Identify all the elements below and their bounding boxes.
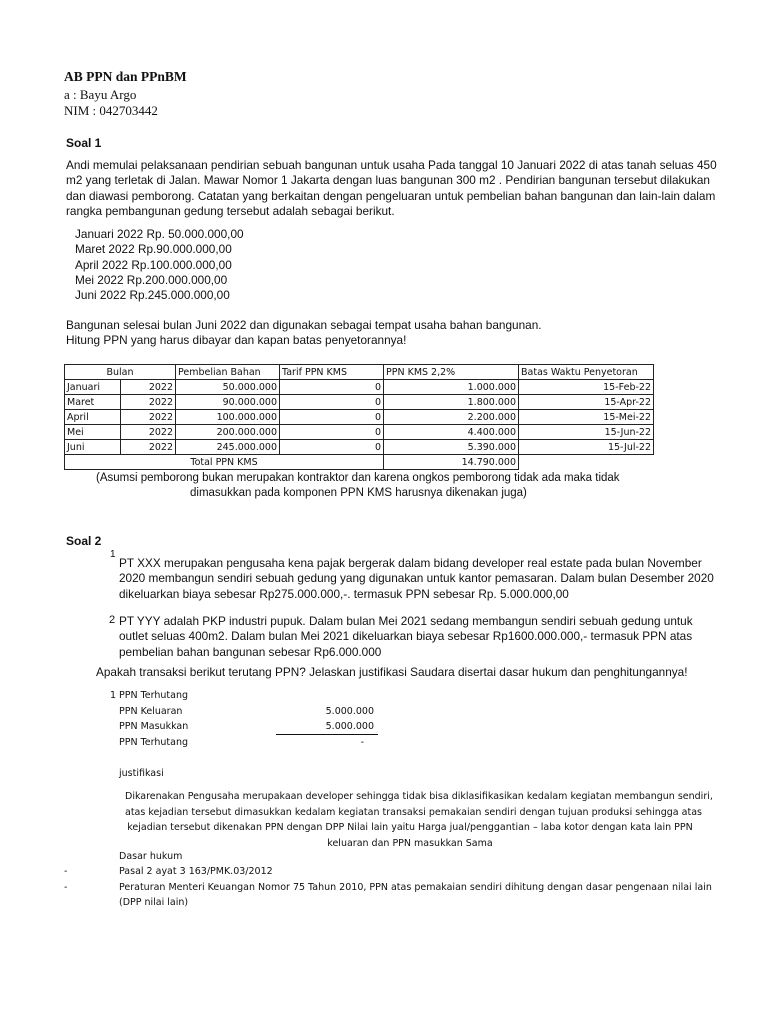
soal2-item1 xyxy=(119,556,714,602)
justification-label: justifikasi xyxy=(119,768,164,779)
cell-rate: 0 xyxy=(280,440,384,455)
cell-rate: 0 xyxy=(280,425,384,440)
justification-line: kejadian tersebut dikenakan PPN dengan DPP Nilai lain yaitu Harga jual/penggantian – laba kotor dengan kata lain PPN xyxy=(127,822,693,833)
cell-year: 2022 xyxy=(120,425,176,440)
cell-month: Juni xyxy=(65,440,121,455)
ppn-masukkan-value: 5.000.000 xyxy=(325,721,374,732)
soal1-note xyxy=(96,471,620,501)
student-nim: NIM : 042703442 xyxy=(64,103,158,118)
cell-ppn: 1.000.000 xyxy=(384,380,519,395)
question-line: Bangunan selesai bulan Juni 2022 dan digunakan sebagai tempat usaha bahan bangunan. xyxy=(66,318,542,332)
cell-purchase: 90.000.000 xyxy=(176,395,280,410)
paragraph-line: dan diawasi pemborong. Catatan yang berkaitan dengan pengeluaran untuk pembelian bahan bangunan dan lain-lain dalam xyxy=(66,188,716,203)
ppn-keluaran-value: 5.000.000 xyxy=(325,706,374,717)
item1-number: 1 xyxy=(110,549,116,560)
cell-purchase: 200.000.000 xyxy=(176,425,280,440)
student-name: a : Bayu Argo xyxy=(64,87,137,102)
question-line: Hitung PPN yang harus dibayar dan kapan batas penyetorannya! xyxy=(66,333,407,348)
purchase-item: Januari 2022 Rp. 50.000.000,00 xyxy=(75,227,244,241)
legal-bullet: - xyxy=(64,866,68,877)
empty-cell xyxy=(519,455,654,470)
cell-purchase: 50.000.000 xyxy=(176,380,280,395)
paragraph-line: rangka pembangunan gedung tersebut adalah sebagai berikut. xyxy=(66,203,395,218)
legal-item: Peraturan Menteri Keuangan Nomor 75 Tahun 2010, PPN atas pemakaian sendiri dihitung dengan dasar pengenaan nilai lain xyxy=(119,882,712,893)
document-title: AB PPN dan PPnBM xyxy=(64,69,187,84)
purchase-item: Maret 2022 Rp.90.000.000,00 xyxy=(75,242,232,257)
sum-divider xyxy=(276,734,378,735)
cell-ppn: 4.400.000 xyxy=(384,425,519,440)
legal-item-continuation: (DPP nilai lain) xyxy=(119,897,189,908)
soal1-paragraph xyxy=(66,158,717,219)
item-line: dikeluarkan biaya sebesar Rp275.000.000,-. termasuk PPN sebesar Rp. 5.000.000,00 xyxy=(119,586,569,601)
table-row xyxy=(65,395,654,410)
cell-year: 2022 xyxy=(120,395,176,410)
item-line: outlet seluas 400m2. Dalam bulan Mei 2021 dikeluarkan biaya sebesar Rp1600.000.000,- termasuk PPN atas xyxy=(119,629,693,644)
cell-year: 2022 xyxy=(120,410,176,425)
paragraph-line: m2 yang terletak di Jalan. Mawar Nomor 1 Jakarta dengan luas bangunan 300 m2 . Pendirian bangunan tersebut dilakukan xyxy=(66,173,710,188)
cell-deadline: 15-Jul-22 xyxy=(519,440,654,455)
legal-bullet: - xyxy=(64,882,68,893)
item-line: PT YYY adalah PKP industri pupuk. Dalam bulan Mei 2021 sedang membangun sendiri sebuah gedung untuk xyxy=(119,614,693,628)
legal-basis-label: Dasar hukum xyxy=(119,851,183,862)
soal2-heading: Soal 2 xyxy=(66,534,102,548)
header-batas-waktu: Batas Waktu Penyetoran xyxy=(519,365,654,380)
purchase-item: Mei 2022 Rp.200.000.000,00 xyxy=(75,272,228,287)
cell-ppn: 2.200.000 xyxy=(384,410,519,425)
header-pembelian: Pembelian Bahan xyxy=(176,365,280,380)
soal2-question: Apakah transaksi berikut terutang PPN? Jelaskan justifikasi Saudara disertai dasar hukum dan penghitungannya! xyxy=(96,665,688,679)
soal2-item2 xyxy=(119,614,693,660)
soal1-heading: Soal 1 xyxy=(66,136,102,150)
item-line: PT XXX merupakan pengusaha kena pajak bergerak dalam bidang developer real estate pada bulan November xyxy=(119,556,702,570)
cell-purchase: 100.000.000 xyxy=(176,410,280,425)
total-value: 14.790.000 xyxy=(384,455,519,470)
soal1-question xyxy=(66,318,542,349)
cell-deadline: 15-Jun-22 xyxy=(519,425,654,440)
justification-line: Dikarenakan Pengusaha merupakaan developer sehingga tidak bisa diklasifikasikan kedalam kegiatan membangun sendiri, xyxy=(125,791,713,802)
cell-month: Maret xyxy=(65,395,121,410)
cell-year: 2022 xyxy=(120,380,176,395)
justification-text xyxy=(125,789,713,851)
header-bulan: Bulan xyxy=(65,365,176,380)
cell-deadline: 15-Feb-22 xyxy=(519,380,654,395)
answer-title: PPN Terhutang xyxy=(119,690,188,701)
total-label: Total PPN KMS xyxy=(65,455,384,470)
table-header-row xyxy=(65,365,654,380)
purchase-list xyxy=(75,227,244,303)
ppn-terhutang-label: PPN Terhutang xyxy=(119,737,188,748)
table-total-row xyxy=(65,455,654,470)
justification-line: keluaran dan PPN masukkan Sama xyxy=(327,837,493,849)
paragraph-line: Andi memulai pelaksanaan pendirian sebuah bangunan untuk usaha Pada tanggal 10 Januari 2022 di atas tanah seluas 450 xyxy=(66,158,717,172)
table-row xyxy=(65,410,654,425)
legal-item: Pasal 2 ayat 3 163/PMK.03/2012 xyxy=(119,866,273,877)
ppn-kms-table xyxy=(64,364,654,470)
ppn-keluaran-label: PPN Keluaran xyxy=(119,706,183,717)
cell-purchase: 245.000.000 xyxy=(176,440,280,455)
cell-month: Januari xyxy=(65,380,121,395)
header-tarif: Tarif PPN KMS xyxy=(280,365,384,380)
answer-number: 1 xyxy=(110,690,117,701)
purchase-item: Juni 2022 Rp.245.000.000,00 xyxy=(75,288,230,303)
table-row xyxy=(65,425,654,440)
cell-year: 2022 xyxy=(120,440,176,455)
header-ppn-kms: PPN KMS 2,2% xyxy=(384,365,519,380)
purchase-item: April 2022 Rp.100.000.000,00 xyxy=(75,257,232,272)
cell-ppn: 1.800.000 xyxy=(384,395,519,410)
cell-month: April xyxy=(65,410,121,425)
item-line: pembelian bahan bangunan sebesar Rp6.000.000 xyxy=(119,644,382,659)
item2-number: 2 xyxy=(109,614,116,626)
ppn-terhutang-value: - xyxy=(360,737,364,748)
cell-deadline: 15-Mei-22 xyxy=(519,410,654,425)
cell-deadline: 15-Apr-22 xyxy=(519,395,654,410)
note-line: (Asumsi pemborong bukan merupakan kontraktor dan karena ongkos pemborong tidak ada maka tidak xyxy=(96,472,620,484)
item-line: 2020 membangun sendiri sebuah gedung yang digunakan untuk kantor pemasaran. Dalam bulan Desember 2020 xyxy=(119,571,714,586)
table-row xyxy=(65,440,654,455)
ppn-masukkan-label: PPN Masukkan xyxy=(119,721,189,732)
cell-rate: 0 xyxy=(280,410,384,425)
justification-line: atas kejadian tersebut dimasukkan kedalam kegiatan transaksi pemakaian sendiri dengan tujuan produksi sehingga atas xyxy=(125,806,702,818)
cell-ppn: 5.390.000 xyxy=(384,440,519,455)
table-row xyxy=(65,380,654,395)
cell-rate: 0 xyxy=(280,395,384,410)
cell-month: Mei xyxy=(65,425,121,440)
note-line: dimasukkan pada komponen PPN KMS harusnya dikenakan juga) xyxy=(190,487,527,499)
cell-rate: 0 xyxy=(280,380,384,395)
